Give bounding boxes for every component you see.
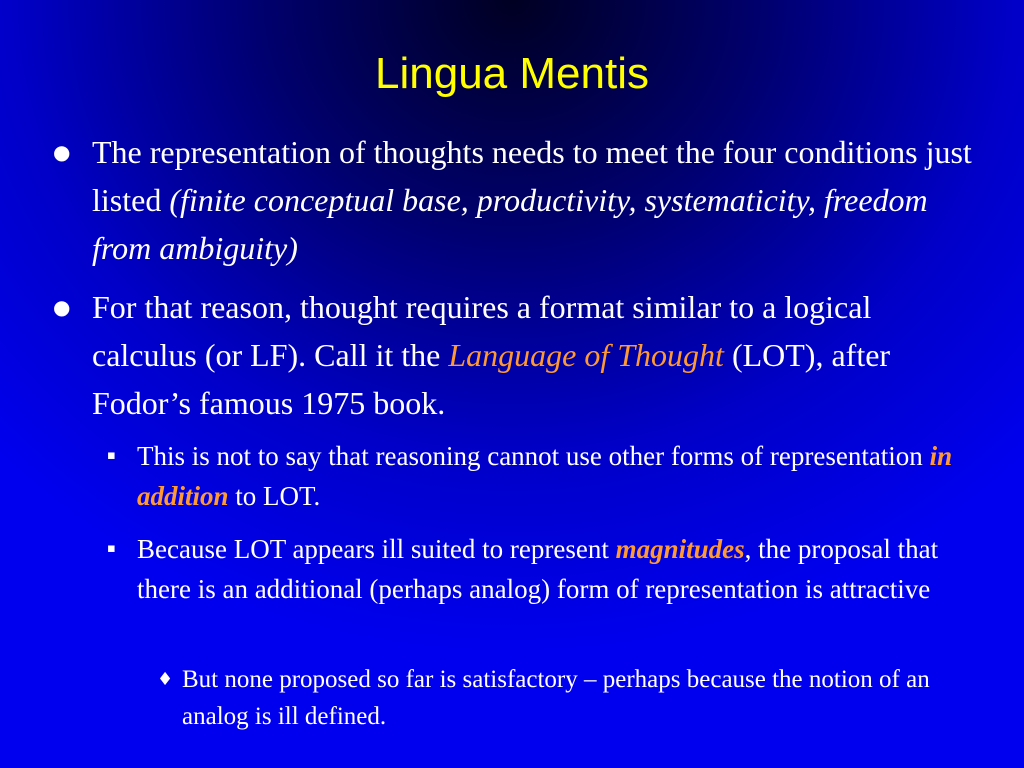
- sub-bullet-text: Because LOT appears ill suited to represent: [137, 534, 616, 564]
- bullet-text: For that reason, thought requires a format similar to a logical calculus (or LF). Call it the: [92, 289, 872, 373]
- square-bullet-icon: ▪: [107, 541, 116, 556]
- sub-bullet-item-2: [107, 529, 982, 609]
- sub-bullet-text: This is not to say that reasoning cannot use other forms of representation: [137, 441, 930, 471]
- sub-sub-bullet-item-1: [157, 661, 982, 735]
- bullet-text-end: (LOT), after Fodor’s famous 1975 book.: [92, 337, 891, 421]
- sub-bullet-item-1: [107, 436, 982, 516]
- bullet-italic-text: (finite conceptual base, productivity, systematicity, freedom from ambiguity): [92, 182, 928, 266]
- sub-sub-bullet-text: But none proposed so far is satisfactory – perhaps because the notion of an analog is ill defined.: [182, 666, 930, 730]
- bullet-text: The representation of thoughts needs to meet the four conditions just listed: [92, 134, 972, 218]
- sub-bullet-emphasis: magnitudes: [615, 534, 745, 564]
- sub-bullet-text-end: to LOT.: [228, 481, 321, 511]
- bullet-highlight-text: Language of Thought: [448, 337, 724, 373]
- square-bullet-icon: ▪: [107, 448, 116, 463]
- bullet-item-2: [53, 283, 982, 427]
- diamond-bullet-icon: ♦: [157, 669, 174, 690]
- sub-bullet-text-end: , the proposal that there is an additional (perhaps analog) form of representation is attractive: [137, 534, 939, 604]
- round-bullet-icon: ●: [53, 140, 71, 164]
- round-bullet-icon: ●: [53, 295, 71, 319]
- bullet-item-1: [53, 128, 982, 272]
- sub-bullet-emphasis: in addition: [137, 441, 953, 511]
- slide-title: Lingua Mentis: [375, 49, 649, 98]
